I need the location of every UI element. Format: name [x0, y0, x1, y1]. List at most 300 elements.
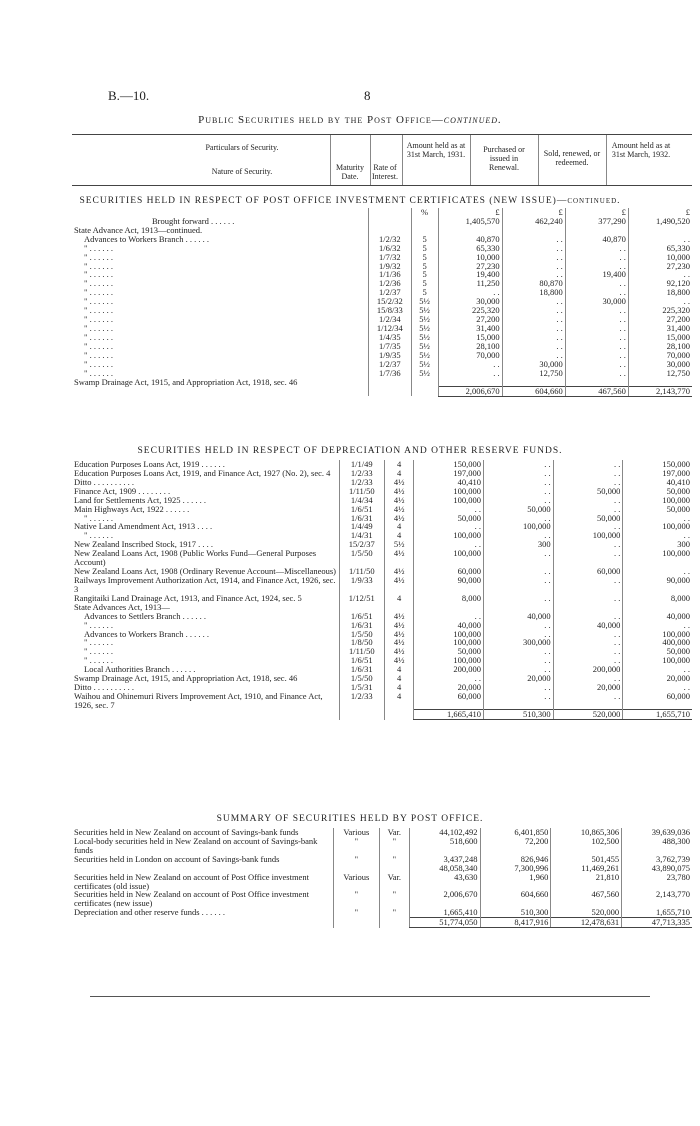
row-held-1932: . .	[623, 567, 692, 576]
row-sold: . .	[565, 288, 628, 297]
row-purchased: . .	[483, 549, 553, 567]
row-rate: 4	[385, 692, 414, 710]
row-particulars: Local-body securities held in New Zealand on account of Savings-bank funds	[74, 835, 318, 855]
row-particulars: Securities held in New Zealand on account of Post Office investment certificates (old issue)	[74, 871, 309, 891]
row-rate: 4	[385, 531, 414, 540]
row-rate: 4½	[385, 567, 414, 576]
row-sold: 50,000	[553, 514, 623, 523]
row-particulars: Native Land Amendment Act, 1913 . . . .	[74, 521, 213, 532]
row-purchased: . .	[502, 262, 565, 271]
row-held-1932: 60,000	[623, 692, 692, 710]
row-sold: . .	[553, 549, 623, 567]
row-maturity: 1/12/51	[339, 594, 384, 603]
row-held-1931: 100,000	[414, 630, 484, 639]
row-sold: 50,000	[553, 487, 623, 496]
row-purchased: 30,000	[502, 360, 565, 369]
table-row	[72, 692, 692, 710]
row-held-1932: 90,000	[623, 576, 692, 594]
row-particulars: Securities held in New Zealand on account of Savings-bank funds	[74, 827, 299, 837]
row-particulars: " . . . . . .	[84, 646, 113, 657]
row-held-1932: 12,750	[628, 369, 692, 378]
row-purchased: . .	[483, 531, 553, 540]
row-held-1931: 19,400	[438, 270, 502, 279]
row-purchased: . .	[502, 333, 565, 342]
row-rate: "	[379, 837, 409, 855]
row-sold: 520,000	[551, 908, 622, 917]
row-held-1931: . .	[414, 540, 484, 549]
row-held-1932: 300	[623, 540, 692, 549]
row-maturity: "	[333, 908, 379, 917]
row-sold: 467,560	[551, 890, 622, 908]
row-particulars: Advances to Workers Branch . . . . . .	[84, 233, 209, 244]
row-particulars: Finance Act, 1909 . . . . . . . .	[74, 485, 171, 496]
row-rate: 4	[385, 674, 414, 683]
row-purchased: . .	[483, 496, 553, 505]
row-purchased: . .	[502, 297, 565, 306]
row-held-1932: 400,000	[623, 638, 692, 647]
row-held-1931: 8,000	[414, 594, 484, 603]
row-rate: 5½	[411, 360, 438, 369]
total-value: 2,143,770	[628, 386, 692, 396]
row-held-1932: 30,000	[628, 360, 692, 369]
page-number: 8	[364, 88, 371, 103]
row-held-1931: 60,000	[414, 567, 484, 576]
row-rate: 4	[385, 665, 414, 674]
row-held-1931: . .	[414, 612, 484, 621]
row-maturity: 1/7/32	[368, 253, 411, 262]
row-sold: 20,000	[553, 683, 623, 692]
row-purchased: . .	[483, 487, 553, 496]
row-purchased: 18,800	[502, 288, 565, 297]
row-held-1932: . .	[623, 665, 692, 674]
row-held-1931: . .	[438, 288, 502, 297]
row-particulars: " . . . . . .	[84, 242, 113, 253]
row-purchased: 20,000	[483, 674, 553, 683]
row-sold: . .	[565, 253, 628, 262]
row-sold: 10,865,306	[551, 828, 622, 837]
row-sold: 40,000	[553, 621, 623, 630]
row-held-1931: 44,102,492	[409, 828, 480, 837]
row-rate: 5½	[411, 333, 438, 342]
row-held-1931: 150,000	[414, 460, 484, 469]
row-particulars: " . . . . . .	[84, 637, 113, 648]
row-particulars: Education Purposes Loans Act, 1919, and Finance Act, 1927 (No. 2), sec. 4	[74, 467, 331, 478]
row-purchased: 826,946	[480, 855, 551, 864]
row-held-1931: 11,250	[438, 279, 502, 288]
row-sold: . .	[553, 692, 623, 710]
row-particulars: " . . . . . .	[84, 619, 113, 630]
row-particulars: " . . . . . .	[84, 269, 113, 280]
row-particulars: State Advances Act, 1913—	[74, 601, 170, 612]
row-held-1931: 225,320	[438, 306, 502, 315]
row-sold: 40,870	[565, 235, 628, 244]
row-held-1932: 40,410	[623, 478, 692, 487]
row-purchased: 40,000	[483, 612, 553, 621]
row-held-1932: 100,000	[623, 522, 692, 531]
row-purchased: 72,200	[480, 837, 551, 855]
row-maturity: 1/8/50	[339, 638, 384, 647]
row-particulars: " . . . . . .	[84, 530, 113, 541]
row-maturity: Various	[333, 873, 379, 891]
row-purchased: . .	[502, 235, 565, 244]
row-particulars: " . . . . . .	[84, 296, 113, 307]
row-particulars: " . . . . . .	[84, 340, 113, 351]
section2-table	[72, 460, 692, 720]
row-purchased: . .	[483, 514, 553, 523]
row-rate: 5½	[411, 306, 438, 315]
section1-body	[72, 208, 692, 396]
row-sold: . .	[565, 333, 628, 342]
row-purchased: . .	[483, 656, 553, 665]
total-value: 47,713,335	[622, 918, 692, 928]
row-maturity: 1/5/50	[339, 674, 384, 683]
table-row	[72, 837, 692, 855]
unit-label: £	[502, 208, 565, 217]
row-particulars: Railways Improvement Authorization Act, 1914, and Finance Act, 1926, sec. 3	[74, 574, 336, 594]
row-rate: 4½	[385, 612, 414, 621]
row-held-1931: 40,870	[438, 235, 502, 244]
row-maturity: 1/7/35	[368, 342, 411, 351]
row-particulars: Depreciation and other reserve funds . . . . . .	[74, 907, 226, 918]
row-held-1931: 3,437,248	[409, 855, 480, 864]
total-blank	[411, 386, 438, 396]
row-held-1931: 50,000	[414, 647, 484, 656]
row-purchased: 80,870	[502, 279, 565, 288]
row-maturity: 15/2/32	[368, 297, 411, 306]
row-held-1932: 100,000	[623, 549, 692, 567]
row-purchased: . .	[502, 351, 565, 360]
row-maturity: 1/6/31	[339, 665, 384, 674]
header-nature: Nature of Security.	[211, 167, 273, 176]
row-held-1931: 27,230	[438, 262, 502, 271]
row-held-1931: 200,000	[414, 665, 484, 674]
row-held-1931: 10,000	[438, 253, 502, 262]
total-blank	[72, 918, 333, 928]
row-particulars: " . . . . . .	[84, 331, 113, 342]
row-held-1932: 50,000	[623, 487, 692, 496]
row-sold: 200,000	[553, 665, 623, 674]
row-sold: . .	[565, 369, 628, 378]
row-sold: . .	[553, 674, 623, 683]
section1-table	[72, 208, 692, 397]
row-maturity: 1/2/37	[368, 288, 411, 297]
row-held-1932: 40,000	[623, 612, 692, 621]
unit-label: %	[411, 208, 438, 217]
table-row	[72, 890, 692, 908]
total-value: 1,655,710	[623, 710, 692, 720]
row-purchased: 50,000	[483, 505, 553, 514]
row-purchased: . .	[502, 315, 565, 324]
row-maturity: 1/11/50	[339, 647, 384, 656]
row-maturity: 1/6/32	[368, 244, 411, 253]
total-value: 51,774,050	[409, 918, 480, 928]
row-held-1932	[628, 226, 692, 235]
row-purchased: 100,000	[483, 522, 553, 531]
row-rate: 4½	[385, 638, 414, 647]
total-value: 510,300	[483, 710, 553, 720]
page-title: Public Securities held by the Post Office—continued.	[198, 114, 502, 126]
header-held-1931: Amount held as at 31st March, 1931.	[406, 141, 466, 159]
total-row	[72, 918, 692, 928]
row-maturity: 1/11/50	[339, 487, 384, 496]
row-sold	[553, 603, 623, 612]
row-purchased: 300,000	[483, 638, 553, 647]
row-maturity: 1/6/31	[339, 514, 384, 523]
row-held-1932: 2,143,770	[622, 890, 692, 908]
row-rate	[411, 378, 438, 387]
row-maturity: "	[333, 890, 379, 908]
row-sold: . .	[565, 279, 628, 288]
total-value: 1,665,410	[414, 710, 484, 720]
row-particulars: " . . . . . .	[84, 367, 113, 378]
header-purchased: Purchased or issued in Renewal.	[483, 145, 525, 172]
row-particulars: " . . . . . .	[84, 287, 113, 298]
row-purchased: . .	[483, 692, 553, 710]
row-maturity: 1/6/51	[339, 656, 384, 665]
row-held-1932: . .	[623, 531, 692, 540]
row-held-1932: 92,120	[628, 279, 692, 288]
row-particulars: " . . . . . .	[84, 278, 113, 289]
row-rate: 4	[385, 522, 414, 531]
row-rate: 5½	[411, 297, 438, 306]
row-maturity: 1/11/50	[339, 567, 384, 576]
row-rate: 5½	[411, 342, 438, 351]
row-sold: . .	[553, 656, 623, 665]
row-held-1931: 90,000	[414, 576, 484, 594]
row-particulars: New Zealand Loans Act, 1908 (Public Works Fund—General Purposes Account)	[74, 548, 317, 568]
row-held-1932: 1,655,710	[622, 908, 692, 917]
row-held-1932: 8,000	[623, 594, 692, 603]
row-sold: . .	[565, 262, 628, 271]
row-held-1932: 27,230	[628, 262, 692, 271]
row-held-1932: 197,000	[623, 469, 692, 478]
row-maturity: 1/4/34	[339, 496, 384, 505]
row-held-1932: 10,000	[628, 253, 692, 262]
row-maturity: 1/9/33	[339, 576, 384, 594]
row-rate	[411, 217, 438, 226]
row-maturity: 1/2/34	[368, 315, 411, 324]
total-value: 520,000	[553, 710, 623, 720]
row-maturity: 1/12/34	[368, 324, 411, 333]
row-maturity	[368, 378, 411, 387]
row-purchased: . .	[483, 460, 553, 469]
table-row	[72, 469, 692, 478]
row-maturity: 1/1/36	[368, 270, 411, 279]
row-particulars: New Zealand Inscribed Stock, 1917 . . . .	[74, 539, 214, 550]
row-particulars: " . . . . . .	[84, 349, 113, 360]
row-held-1932: 225,320	[628, 306, 692, 315]
row-held-1931: 1,405,570	[438, 217, 502, 226]
row-held-1931: 65,330	[438, 244, 502, 253]
row-sold: . .	[553, 647, 623, 656]
row-maturity: "	[333, 837, 379, 855]
row-sold: . .	[565, 342, 628, 351]
row-maturity: 15/8/33	[368, 306, 411, 315]
row-held-1932: 23,780	[622, 873, 692, 891]
table-row	[72, 630, 692, 639]
row-particulars: Main Highways Act, 1922 . . . . . .	[74, 503, 190, 514]
row-held-1932: . .	[623, 621, 692, 630]
table-row	[72, 638, 692, 647]
row-purchased: 510,300	[480, 908, 551, 917]
row-rate: 4½	[385, 478, 414, 487]
header-held-1932: Amount held as at 31st March, 1932.	[611, 141, 671, 159]
row-maturity: 1/2/33	[339, 692, 384, 710]
header-particulars: Particulars of Security.	[205, 143, 279, 152]
row-held-1931: 2,006,670	[409, 890, 480, 908]
section2-heading: SECURITIES HELD IN RESPECT OF DEPRECIATION AND OTHER RESERVE FUNDS.	[137, 446, 563, 456]
row-rate: 4	[385, 469, 414, 478]
row-rate: 4	[385, 683, 414, 692]
row-particulars: Education Purposes Loans Act, 1919 . . . . . .	[74, 459, 225, 469]
total-blank	[333, 918, 379, 928]
row-held-1932: 20,000	[623, 674, 692, 683]
total-blank	[339, 710, 384, 720]
row-particulars: Rangitaiki Land Drainage Act, 1913, and Finance Act, 1924, sec. 5	[74, 592, 302, 603]
row-rate: 5	[411, 279, 438, 288]
row-maturity: 1/9/32	[368, 262, 411, 271]
row-particulars: Land for Settlements Act, 1925 . . . . . .	[74, 494, 206, 505]
row-particulars: " . . . . . .	[84, 305, 113, 316]
row-held-1932: 100,000	[623, 630, 692, 639]
row-sold: . .	[553, 638, 623, 647]
row-rate: Var.	[379, 873, 409, 891]
row-purchased: . .	[483, 630, 553, 639]
row-purchased: . .	[483, 683, 553, 692]
row-maturity: 1/9/35	[368, 351, 411, 360]
row-particulars: " . . . . . .	[84, 358, 113, 369]
row-held-1931: 70,000	[438, 351, 502, 360]
row-held-1931: . .	[414, 505, 484, 514]
row-sold: . .	[553, 496, 623, 505]
row-maturity: 1/4/31	[339, 531, 384, 540]
row-held-1932: 50,000	[623, 505, 692, 514]
row-sold: 100,000	[553, 531, 623, 540]
row-particulars: Brought forward . . . . . .	[152, 215, 235, 226]
row-maturity: 1/6/31	[339, 621, 384, 630]
row-purchased: 604,660	[480, 890, 551, 908]
row-particulars: Waihou and Ohinemuri Rivers Improvement Act, 1910, and Finance Act, 1926, sec. 7	[74, 690, 323, 710]
row-held-1932: 1,490,520	[628, 217, 692, 226]
row-held-1931: 48,058,340	[409, 864, 480, 873]
row-held-1932: 65,330	[628, 244, 692, 253]
row-sold: . .	[565, 244, 628, 253]
column-header	[72, 134, 692, 186]
row-sold: 377,290	[565, 217, 628, 226]
total-blank	[72, 386, 368, 396]
row-held-1931: 100,000	[414, 638, 484, 647]
summary-heading: SUMMARY OF SECURITIES HELD BY POST OFFICE.	[216, 814, 484, 824]
row-held-1931: 40,000	[414, 621, 484, 630]
total-row	[72, 710, 692, 720]
row-held-1931: 50,000	[414, 514, 484, 523]
row-sold: . .	[553, 522, 623, 531]
row-purchased: . .	[502, 270, 565, 279]
row-purchased: 12,750	[502, 369, 565, 378]
row-held-1931: 28,100	[438, 342, 502, 351]
table-row	[72, 576, 692, 594]
row-particulars: " . . . . . .	[84, 260, 113, 271]
table-row	[72, 873, 692, 891]
total-blank	[385, 710, 414, 720]
row-maturity: 1/2/33	[339, 478, 384, 487]
row-rate: 5	[411, 244, 438, 253]
row-particulars: " . . . . . .	[84, 251, 113, 262]
row-rate: 5½	[411, 369, 438, 378]
row-held-1932: 70,000	[628, 351, 692, 360]
row-rate: 5½	[411, 351, 438, 360]
row-maturity: 1/1/49	[339, 460, 384, 469]
summary-body	[72, 828, 692, 928]
row-held-1932: . .	[623, 683, 692, 692]
row-particulars: Advances to Settlers Branch . . . . . .	[84, 610, 207, 621]
row-held-1931: 1,665,410	[409, 908, 480, 917]
row-maturity: 1/2/33	[339, 469, 384, 478]
row-maturity	[368, 217, 411, 226]
row-held-1931	[414, 603, 484, 612]
row-sold: 19,400	[565, 270, 628, 279]
row-sold: . .	[565, 306, 628, 315]
row-held-1932: 488,300	[622, 837, 692, 855]
row-maturity: 1/4/35	[368, 333, 411, 342]
header-rate: Rate of Interest.	[372, 163, 398, 181]
row-purchased: . .	[502, 324, 565, 333]
row-particulars: " . . . . . .	[84, 512, 113, 523]
row-particulars: " . . . . . .	[84, 314, 113, 325]
row-maturity: 1/5/31	[339, 683, 384, 692]
row-particulars: Advances to Workers Branch . . . . . .	[84, 628, 209, 639]
row-particulars: Swamp Drainage Act, 1915, and Appropriation Act, 1918, sec. 46	[74, 376, 298, 387]
row-particulars: " . . . . . .	[84, 322, 113, 333]
row-particulars: Ditto . . . . . . . . . .	[74, 682, 134, 693]
units-blank	[368, 208, 411, 217]
page-reference: B.—10.	[108, 88, 150, 103]
total-value: 467,560	[565, 386, 628, 396]
row-purchased: 6,401,850	[480, 828, 551, 837]
row-held-1931: . .	[438, 360, 502, 369]
row-held-1931: 100,000	[414, 487, 484, 496]
summary-table	[72, 828, 692, 928]
row-particulars: Securities held in New Zealand on account of Post Office investment certificates (new issue)	[74, 889, 309, 909]
row-held-1931: . .	[414, 522, 484, 531]
row-maturity: 1/2/37	[368, 360, 411, 369]
header-sold: Sold, renewed, or redeemed.	[543, 149, 601, 167]
row-rate: 4½	[385, 496, 414, 505]
row-rate: 4	[385, 460, 414, 469]
unit-label: £	[438, 208, 502, 217]
row-sold: . .	[553, 478, 623, 487]
total-row	[72, 386, 692, 396]
total-value: 12,478,631	[551, 918, 622, 928]
row-sold: 60,000	[553, 567, 623, 576]
row-sold: . .	[565, 324, 628, 333]
row-rate: Var.	[379, 828, 409, 837]
section2-body	[72, 460, 692, 720]
row-rate: 4½	[385, 647, 414, 656]
row-rate: 4½	[385, 576, 414, 594]
row-particulars: Securities held in London on account of Savings-bank funds	[74, 853, 280, 864]
row-held-1931: 100,000	[414, 531, 484, 540]
row-maturity: 1/5/50	[339, 630, 384, 639]
row-purchased: . .	[483, 665, 553, 674]
row-rate: 4½	[385, 505, 414, 514]
row-sold: . .	[553, 612, 623, 621]
row-held-1931: 20,000	[414, 683, 484, 692]
row-rate: 4½	[385, 549, 414, 567]
row-purchased: . .	[502, 342, 565, 351]
row-purchased: . .	[483, 594, 553, 603]
row-rate: 4½	[385, 656, 414, 665]
